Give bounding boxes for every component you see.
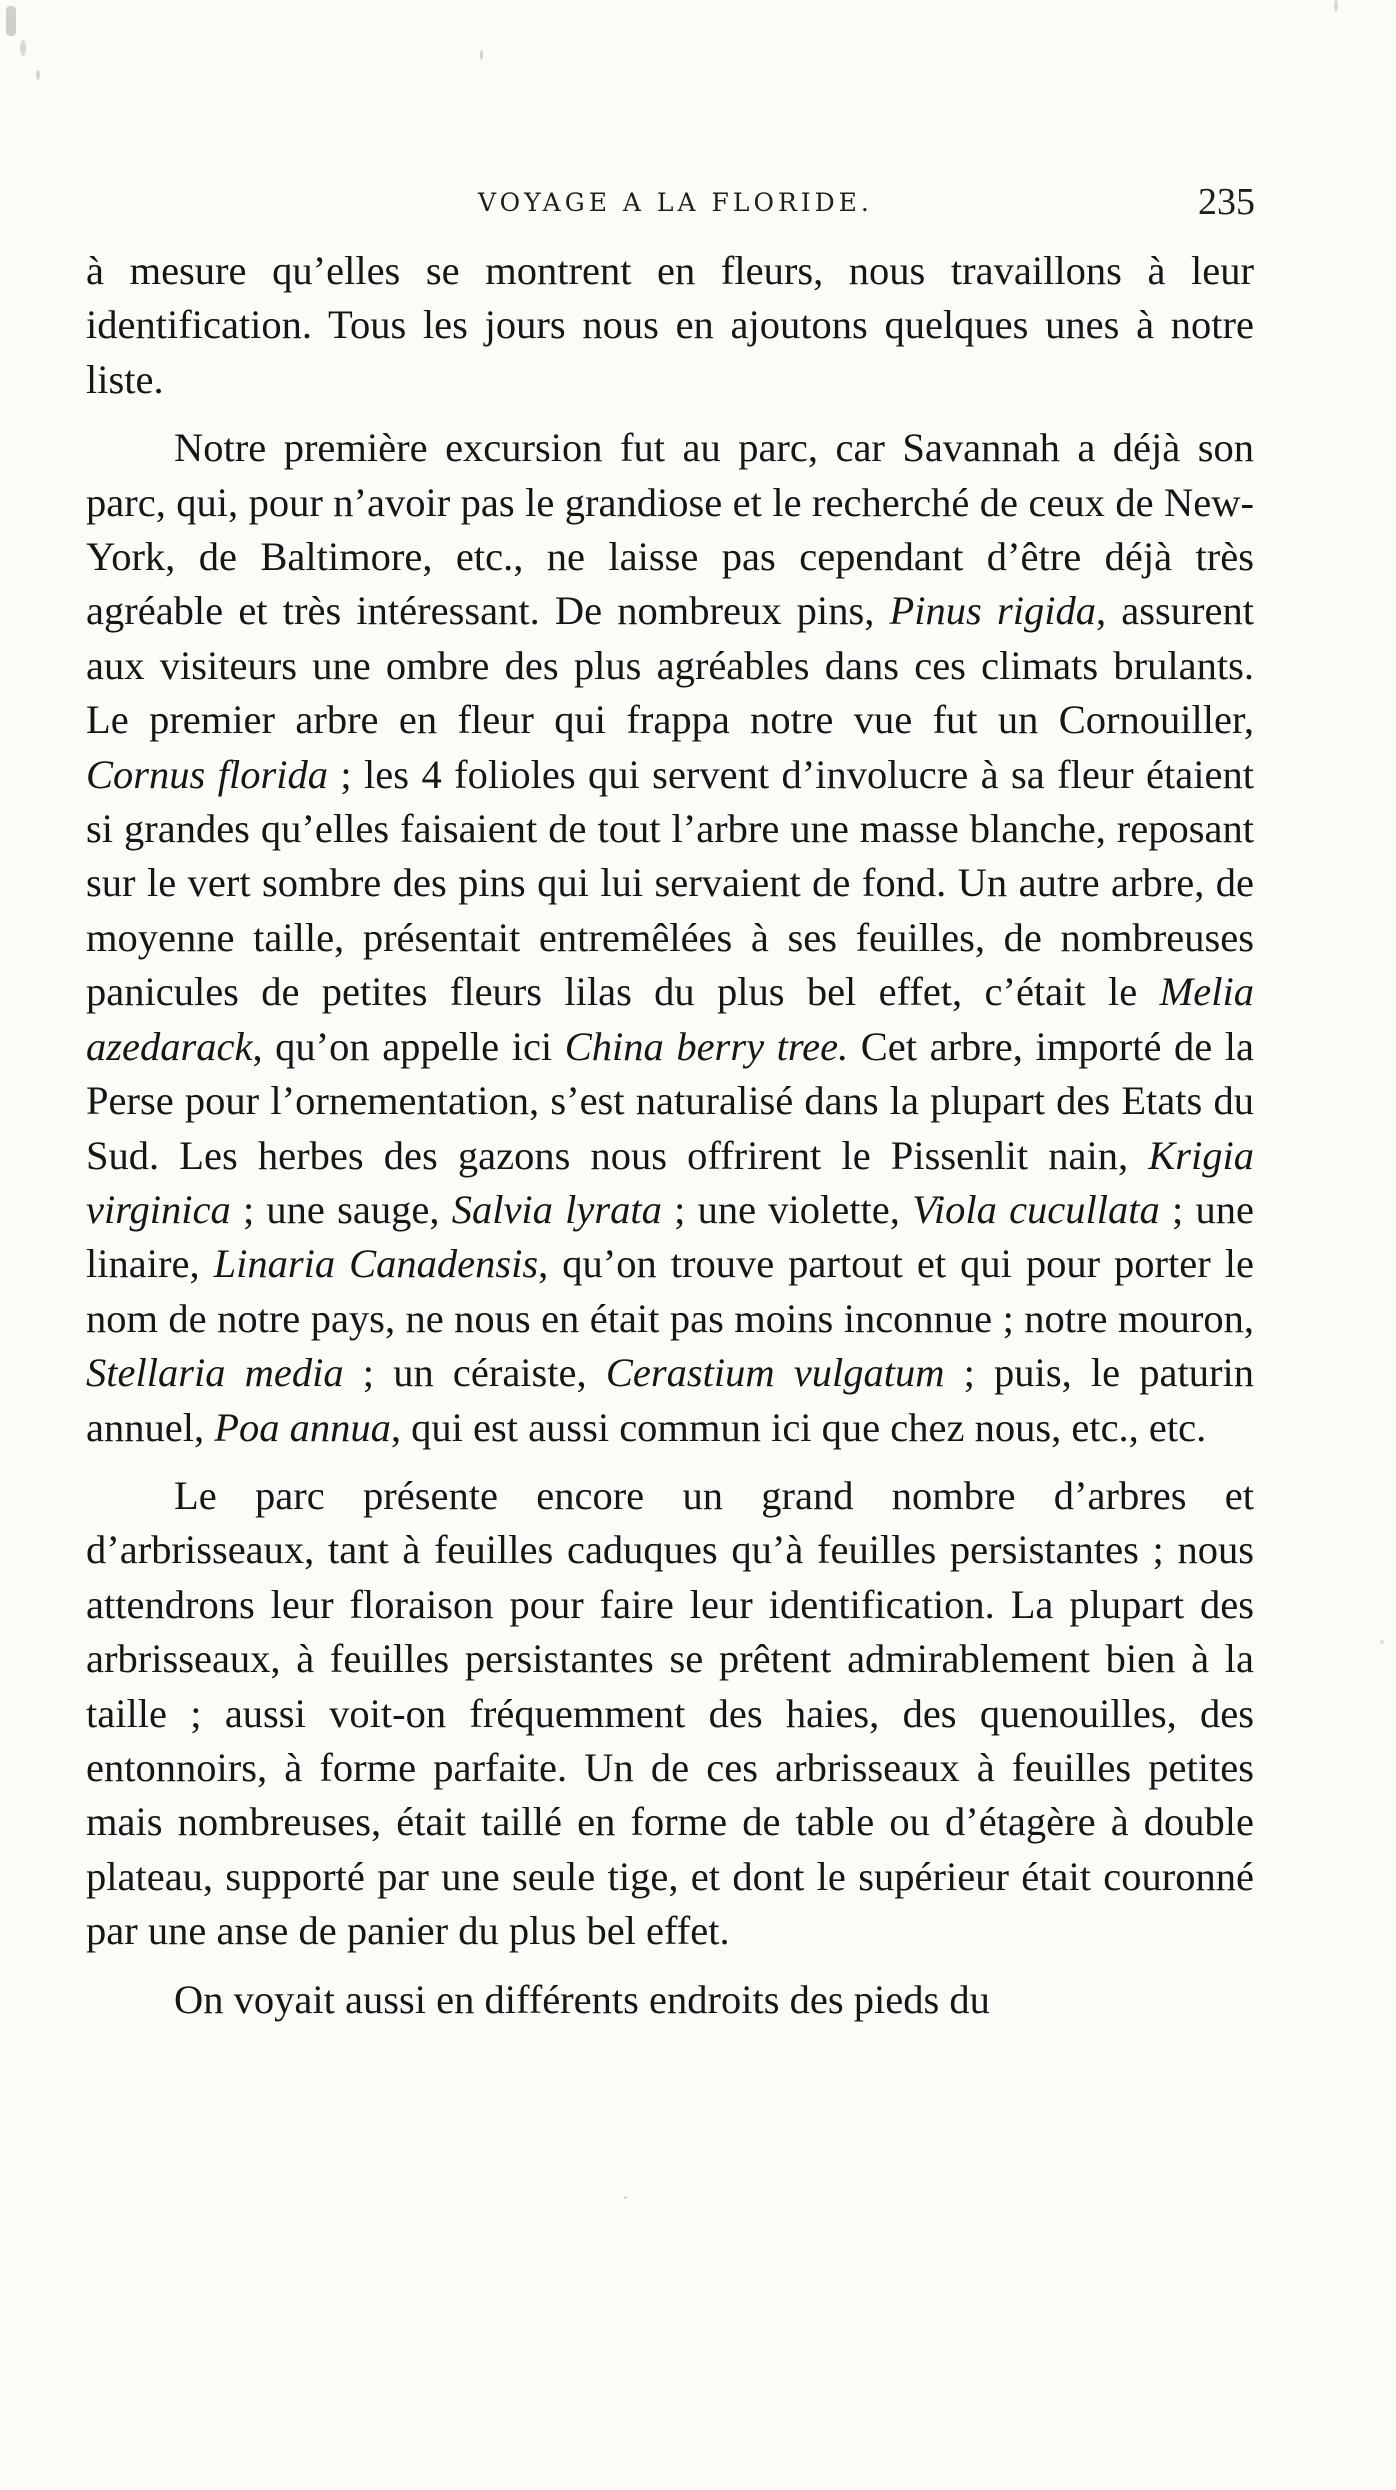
text-segment: à mesure qu’elles se montrent en fleurs, nous travaillons à leur identification. Tous les jours nous en ajoutons quelques unes à notre liste. [86, 248, 1254, 402]
species-name: Krigia virginica [86, 1132, 1254, 1232]
text-segment: , qu’on appelle ici [252, 1023, 565, 1069]
scan-speck [1380, 1640, 1384, 1644]
scan-speck [6, 6, 16, 36]
text-segment: On voyait aussi en différents endroits des pieds du [174, 1976, 990, 2022]
species-name: Melia azedarack [86, 969, 1254, 1069]
text-segment: ; puis, le paturin annuel, [86, 1350, 1254, 1450]
text-segment: , assurent aux visiteurs une ombre des plus agréables dans ces climats brulants. Le premier arbre en fleur qui frappa notre vue fut un Cornouiller, [86, 588, 1254, 743]
scan-speck [20, 40, 26, 56]
paragraph-3 [86, 1469, 1254, 1959]
text-segment: Cet arbre, importé de la Perse pour l’ornementation, s’est naturalisé dans la plupart des Etats du Sud. Les herbes des gazons nous offrirent le Pissenlit nain, [86, 1023, 1255, 1178]
page-header [0, 180, 1396, 240]
scan-speck [1094, 1096, 1098, 1100]
text-segment: ; une linaire, [86, 1186, 1254, 1287]
species-name: Stellaria media [86, 1350, 344, 1396]
text-segment: ; un céraiste, [343, 1350, 606, 1396]
species-name: Linaria Canadensis [213, 1241, 539, 1287]
text-segment: , qu’on trouve partout et qui pour porter le nom de notre pays, ne nous en était pas moins inconnue ; notre mouron, [86, 1241, 1254, 1341]
text-segment: ; une sauge, [230, 1186, 452, 1232]
text-segment: ; les 4 folioles qui servent d’involucre à sa fleur étaient si grandes qu’elles faisaient de tout l’arbre une masse blanche, reposant sur le vert sombre des pins qui lui servaient de fond. Un autre arbre, de moyenne taille, présentait entremêlées à ses feuilles, de nombreuses panicules de petites fleurs lilas du plus bel effet, c’était le [86, 751, 1254, 1015]
species-name: Cornus florida [86, 751, 328, 797]
scan-speck [1334, 0, 1338, 12]
body-text [86, 244, 1254, 2027]
text-segment: , qui est aussi commun ici que chez nous, etc., etc. [390, 1404, 1207, 1450]
text-segment: Le parc présente encore un grand nombre d’arbres et d’arbrisseaux, tant à feuilles caduques qu’à feuilles persistantes ; nous attendrons leur floraison pour faire leur identification. La plupart des arbrisseaux, à feuilles persistantes se prêtent admirablement bien à la taille ; aussi voit-on fréquemment des haies, des quenouilles, des entonnoirs, à forme parfaite. Un de ces arbrisseaux à feuilles petites mais nombreuses, était taillé en forme de table ou d’étagère à double plateau, supporté par une seule tige, et dont le supérieur était couronné par une anse de panier du plus bel effet. [86, 1472, 1254, 1954]
text-segment: Notre première excursion fut au parc, car Savannah a déjà son parc, qui, pour n’avoir pas le grandiose et le recherché de ceux de New-York, de Baltimore, etc., ne laisse pas cependant d’être déjà très agréable et très intéressant. De nombreux pins, [86, 425, 1254, 634]
species-name: Poa annua [214, 1404, 391, 1450]
scan-speck [480, 50, 483, 60]
species-name: Pinus rigida [889, 588, 1096, 634]
common-name: China berry tree. [564, 1023, 849, 1069]
text-segment: ; une violette, [661, 1186, 913, 1232]
species-name: Viola cucullata [912, 1186, 1160, 1232]
scan-speck [624, 2196, 627, 2199]
scan-speck [36, 70, 40, 80]
species-name: Cerastium vulgatum [605, 1350, 945, 1396]
page-number: 235 [1198, 181, 1255, 223]
paragraph-1 [86, 244, 1254, 407]
running-title: VOYAGE A LA FLORIDE. [478, 188, 873, 217]
paragraph-2 [86, 421, 1254, 1455]
species-name: Salvia lyrata [451, 1186, 662, 1232]
paragraph-4 [86, 1973, 1254, 2027]
